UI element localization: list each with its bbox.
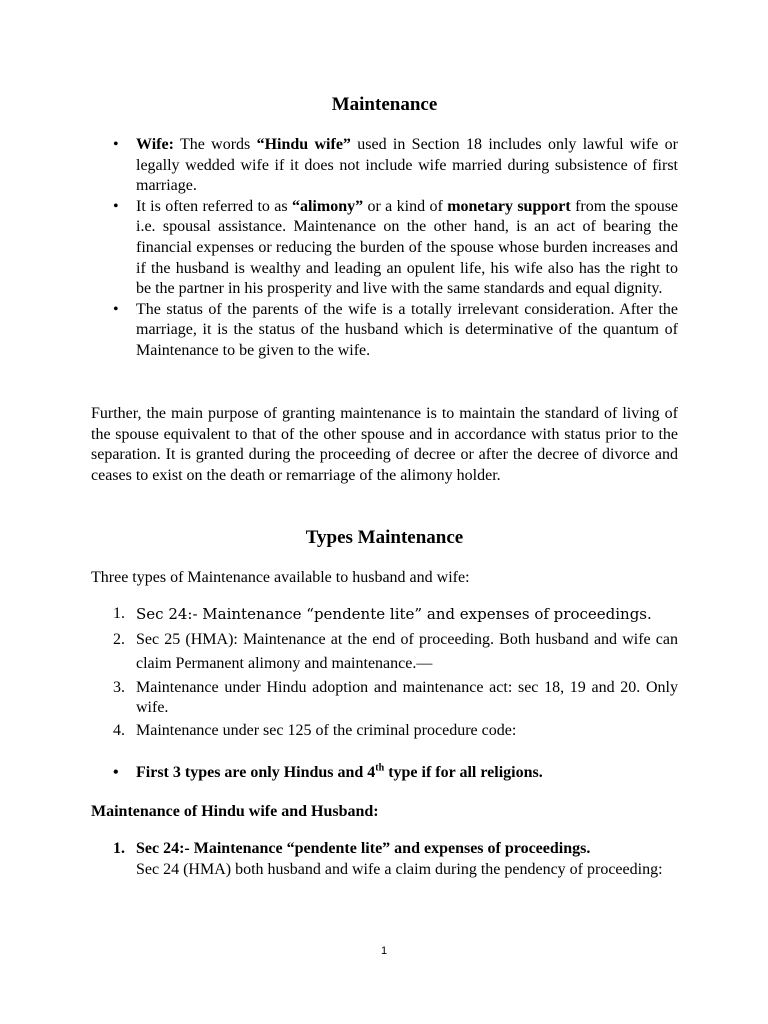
list-item: 4. Maintenance under sec 125 of the criminal procedure code: <box>113 721 517 739</box>
bullet-lead: Wife: <box>136 136 174 153</box>
list-item: 2. Sec 25 (HMA): Maintenance at the end of proceeding. Both husband and wife can claim Permanent alimony and maintenance.— <box>113 630 678 672</box>
bullet-wife: • Wife: The words “Hindu wife” used in Section 18 includes only lawful wife or legally wedded wife if it does not include wife married during subsistence of first marriage. <box>91 135 678 197</box>
religion-note: • First 3 types are only Hindus and 4th type if for all religions. <box>91 763 678 784</box>
page-number: 1 <box>380 945 388 957</box>
hindu-section-heading: Maintenance of Hindu wife and Husband: <box>91 803 379 820</box>
types-intro: Three types of Maintenance available to husband and wife: <box>91 569 470 586</box>
list-item: 3. Maintenance under Hindu adoption and maintenance act: sec 18, 19 and 20. Only wife. <box>113 678 678 717</box>
types-heading: Types Maintenance <box>305 527 464 548</box>
section-body: Sec 24 (HMA) both husband and wife a claim during the pendency of proceeding: <box>136 860 663 878</box>
section-title: Sec 24:- Maintenance “pendente lite” and expenses of proceedings. <box>136 840 591 857</box>
page-title: Maintenance <box>331 94 438 115</box>
section-list <box>91 839 678 880</box>
list-item: 1. Sec 24:- Maintenance “pendente lite” and expenses of proceedings. <box>113 605 652 623</box>
bullet-alimony: • It is often referred to as “alimony” or a kind of monetary support from the spouse i.e. spousal assistance. Maintenance on the other hand, is an act of bearing the financial expenses or reducing the burden of the spouse whose burden increases and if the husband is wealthy and leading an opulent life, his wife also has the right to be the partner in his prosperity and live with the same standards and equal dignity. <box>91 197 678 300</box>
bullet-status: • The status of the parents of the wife is a totally irrelevant consideration. After the marriage, it is the status of the husband which is determinative of the quantum of Maintenance to be given to the wife. <box>91 300 678 362</box>
purpose-paragraph: Further, the main purpose of granting maintenance is to maintain the standard of living of the spouse equivalent to that of the other spouse and in accordance with status prior to the separation. It is granted during the proceeding of decree or after the decree of divorce and ceases to exist on the death or remarriage of the alimony holder. <box>91 405 678 484</box>
types-list <box>91 604 678 741</box>
list-item: 1. Sec 24:- Maintenance “pendente lite” and expenses of proceedings. Sec 24 (HMA) both husband and wife a claim during the pendency of proceeding: <box>113 840 663 878</box>
definition-bullet-list <box>91 135 678 362</box>
religion-note-list <box>91 763 678 784</box>
